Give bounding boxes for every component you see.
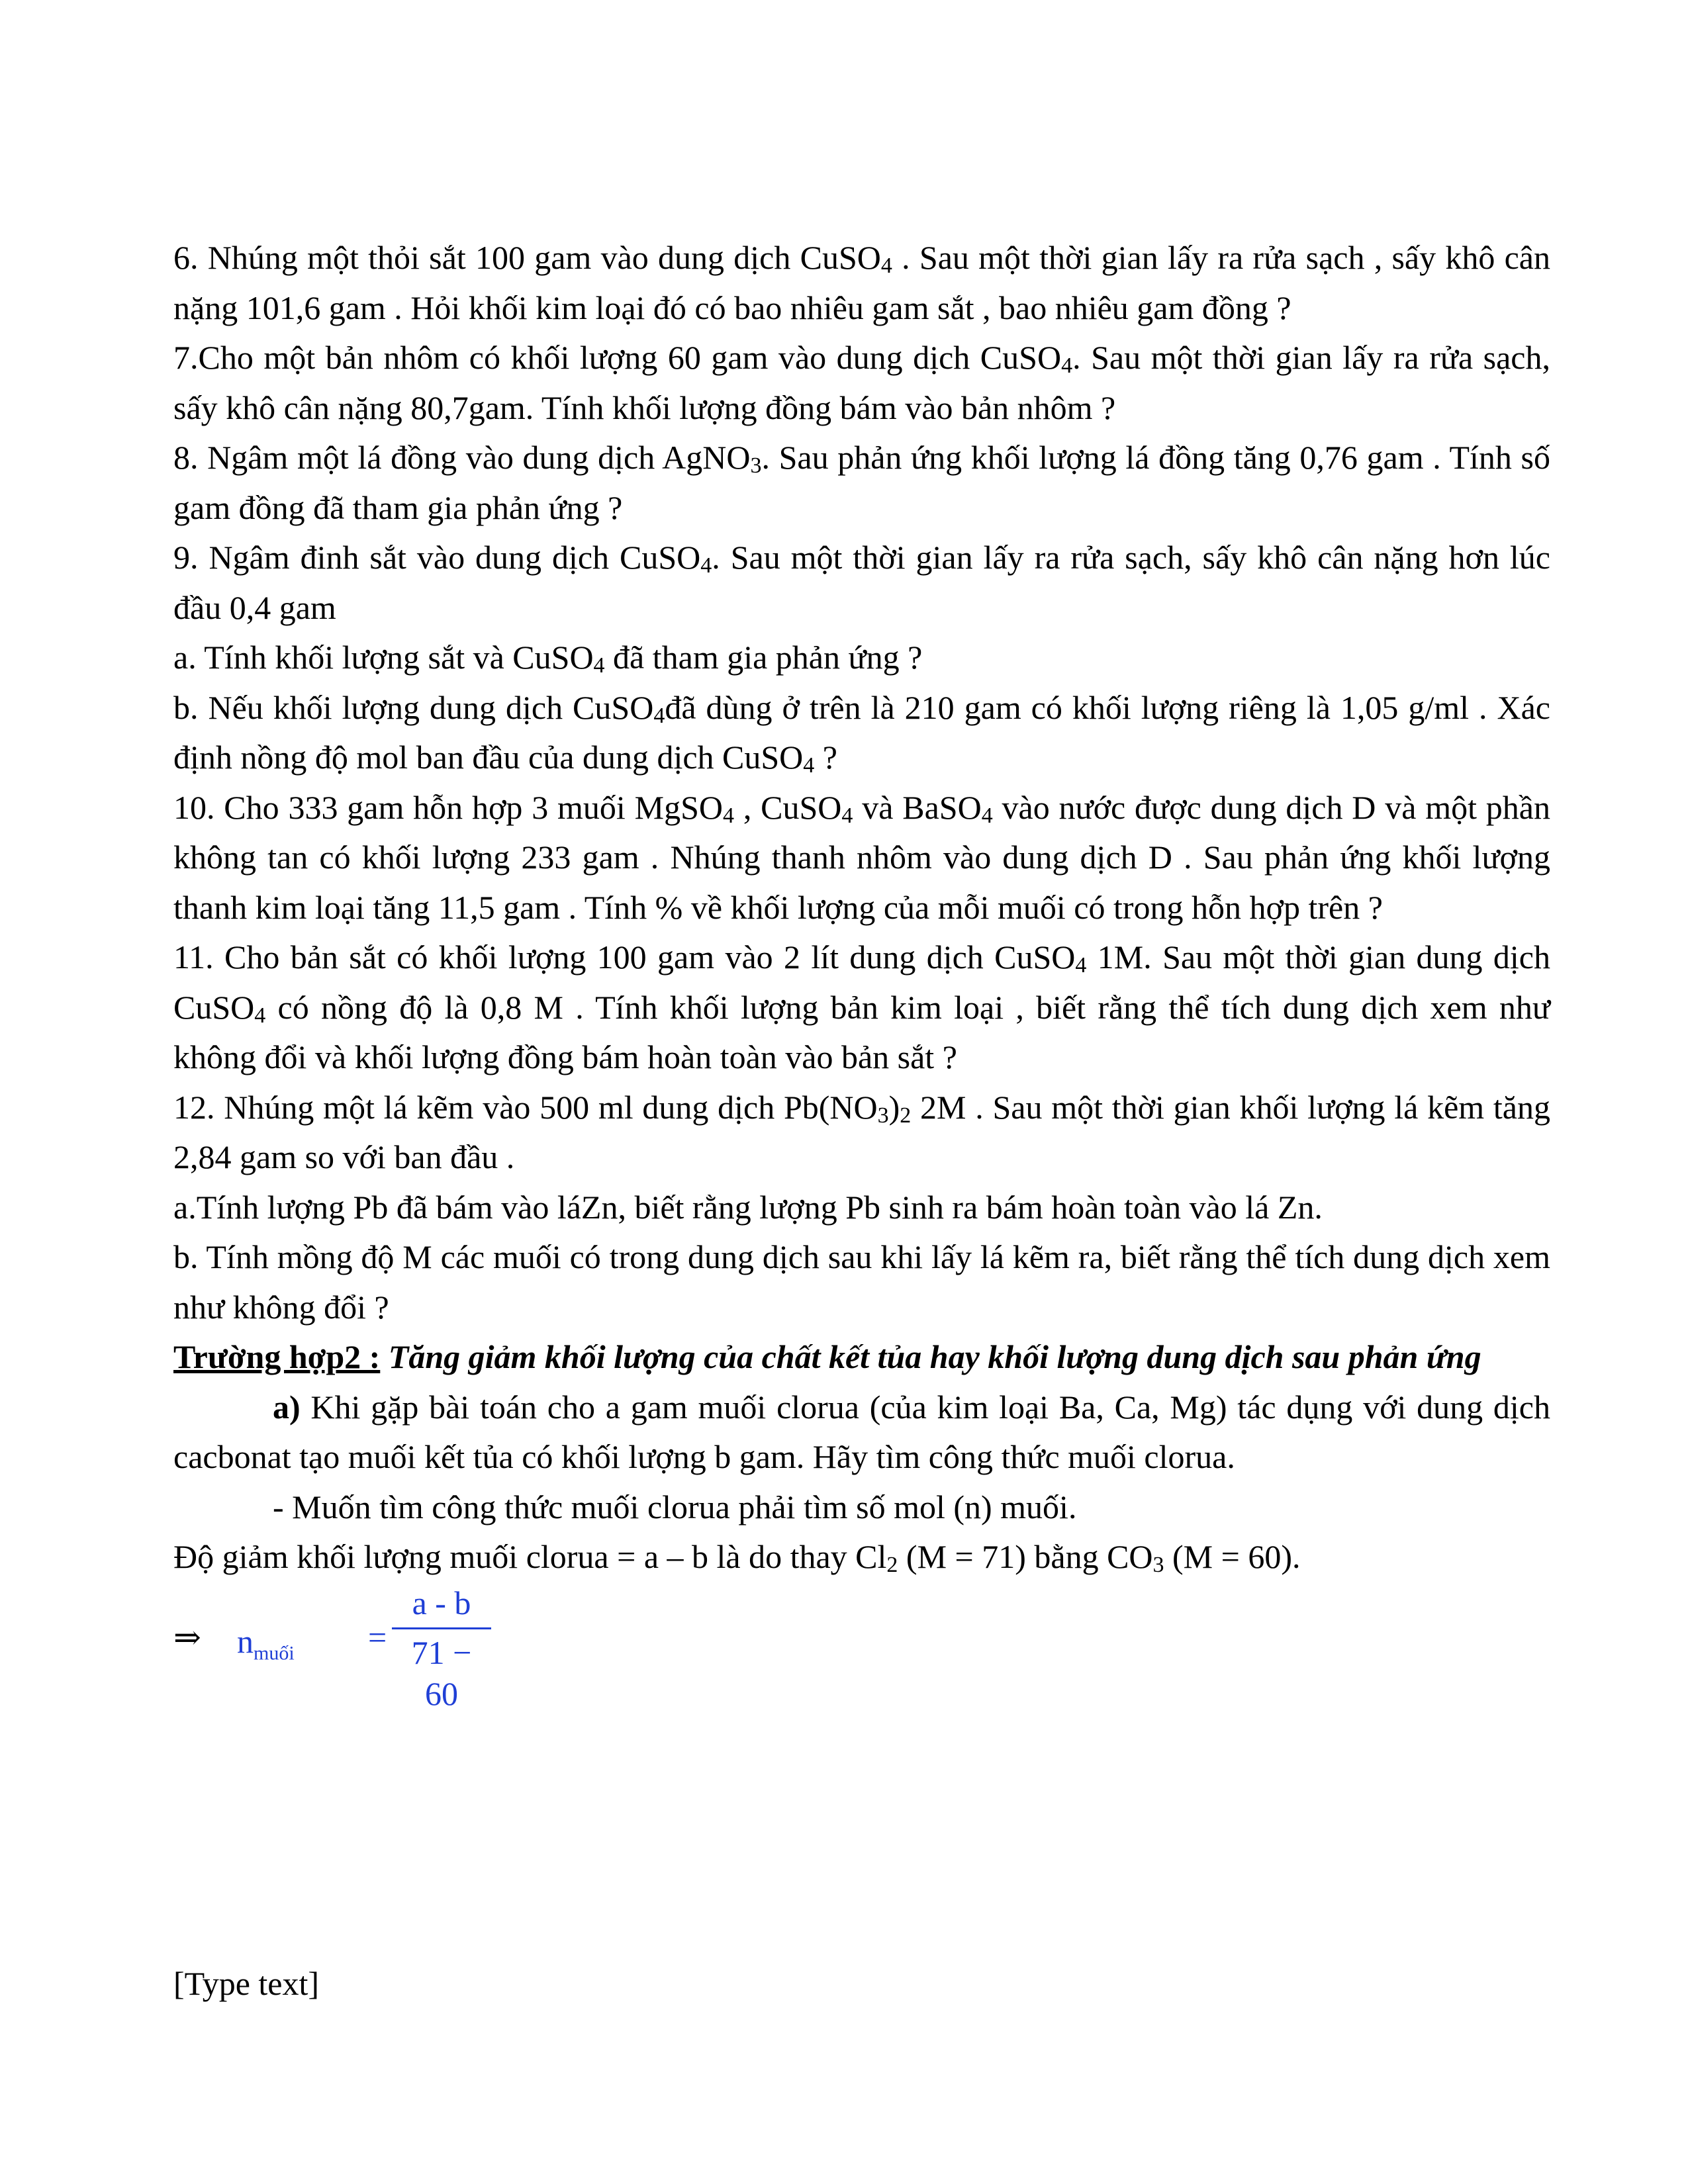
question-9a: a. Tính khối lượng sắt và CuSO$_4$ đã tham gia phản ứng ? — [173, 639, 923, 678]
moles-formula — [173, 1582, 1550, 1712]
formula-n: $n_{muối}$ — [237, 1622, 295, 1664]
case-2a-paragraph: a) Khi gặp bài toán cho a gam muối clorua (của kim loại Ba, Ca, Mg) tác dụng với dung dịch cacbonat tạo muối kết tủa có khối lượng b gam. Hãy tìm công thức muối clorua. — [173, 1388, 1550, 1475]
question-8: 8. Ngâm một lá đồng vào dung dịch AgNO$_3$. Sau phản ứng khối lượng lá đồng tăng 0,76 gam . Tính số gam đồng đã tham gia phản ứng ? — [173, 439, 1551, 526]
document-body — [173, 233, 1551, 1712]
question-9b: b. Nếu khối lượng dung dịch CuSO$_4$đã dùng ở trên là 210 gam có khối lượng riêng là 1,05 g/ml . Xác định nồng độ mol ban đầu của dung dịch CuSO$_4$ ? — [173, 688, 1550, 778]
implies-arrow: ⇒ — [173, 1617, 201, 1657]
formula-fraction — [392, 1582, 491, 1712]
case-2a-label: a) — [273, 1388, 301, 1426]
question-12: 12. Nhúng một lá kẽm vào 500 ml dung dịch $Pb(NO_3)_2$ 2M . Sau một thời gian khối lượng lá kẽm tăng 2,84 gam so với ban đầu . — [173, 1088, 1550, 1175]
question-9: 9. Ngâm đinh sắt vào dung dịch CuSO$_4$. Sau một thời gian lấy ra rửa sạch, sấy khô cân nặng hơn lúc đầu 0,4 gam — [173, 539, 1550, 626]
case-2-title: Tăng giảm khối lượng của chất kết tủa hay khối lượng dung dịch sau phản ứng — [380, 1338, 1481, 1375]
fraction-bar — [392, 1627, 491, 1629]
formula-equals: = — [368, 1618, 387, 1656]
formula-numerator: a - b — [412, 1584, 471, 1621]
mass-decrease-line: Độ giảm khối lượng muối clorua = a – b là do thay $Cl_2$ (M = 71) bằng $CO_3$ (M = 60). — [173, 1538, 1301, 1578]
case-2a-note: - Muốn tìm công thức muối clorua phải tìm số mol (n) muối. — [273, 1488, 1077, 1525]
question-12a: a.Tính lượng Pb đã bám vào láZn, biết rằng lượng Pb sinh ra bám hoàn toàn vào lá Zn. — [173, 1188, 1323, 1226]
question-6: 6. Nhúng một thỏi sắt 100 gam vào dung dịch CuSO$_4$ . Sau một thời gian lấy ra rửa sạch , sấy khô cân nặng 101,6 gam . Hỏi khối kim loại đó có bao nhiêu gam sắt , bao nhiêu gam đồng ? — [173, 239, 1550, 326]
question-7: 7.Cho một bản nhôm có khối lượng 60 gam vào dung dịch CuSO$_4$. Sau một thời gian lấy ra rửa sạch, sấy khô cân nặng 80,7gam. Tính khối lượng đồng bám vào bản nhôm ? — [173, 339, 1550, 426]
case-2-heading — [173, 1332, 1550, 1383]
question-10: 10. Cho 333 gam hỗn hợp 3 muối MgSO$_4$ , CuSO$_4$ và BaSO$_4$ vào nước được dung dịch D và một phần không tan có khối lượng 233 gam . Nhúng thanh nhôm vào dung dịch D . Sau phản ứng khối lượng thanh kim loại tăng 11,5 gam . Tính % về khối lượng của mỗi muối có trong hỗn hợp trên ? — [173, 788, 1550, 926]
page-footer: [Type text] — [173, 1965, 320, 2002]
formula-denominator: 71 − 60 — [411, 1633, 472, 1712]
question-12b: b. Tính mồng độ M các muối có trong dung dịch sau khi lấy lá kẽm ra, biết rằng thể tích dung dịch xem như không đổi ? — [173, 1238, 1550, 1326]
case-2-label: Trường hợp2 : — [173, 1338, 381, 1375]
question-11: 11. Cho bản sắt có khối lượng 100 gam vào 2 lít dung dịch CuSO$_4$ 1M. Sau một thời gian dung dịch CuSO$_4$ có nồng độ là 0,8 M . Tính khối lượng bản kim loại , biết rằng thể tích dung dịch xem như không đổi và khối lượng đồng bám hoàn toàn vào bản sắt ? — [173, 938, 1550, 1075]
